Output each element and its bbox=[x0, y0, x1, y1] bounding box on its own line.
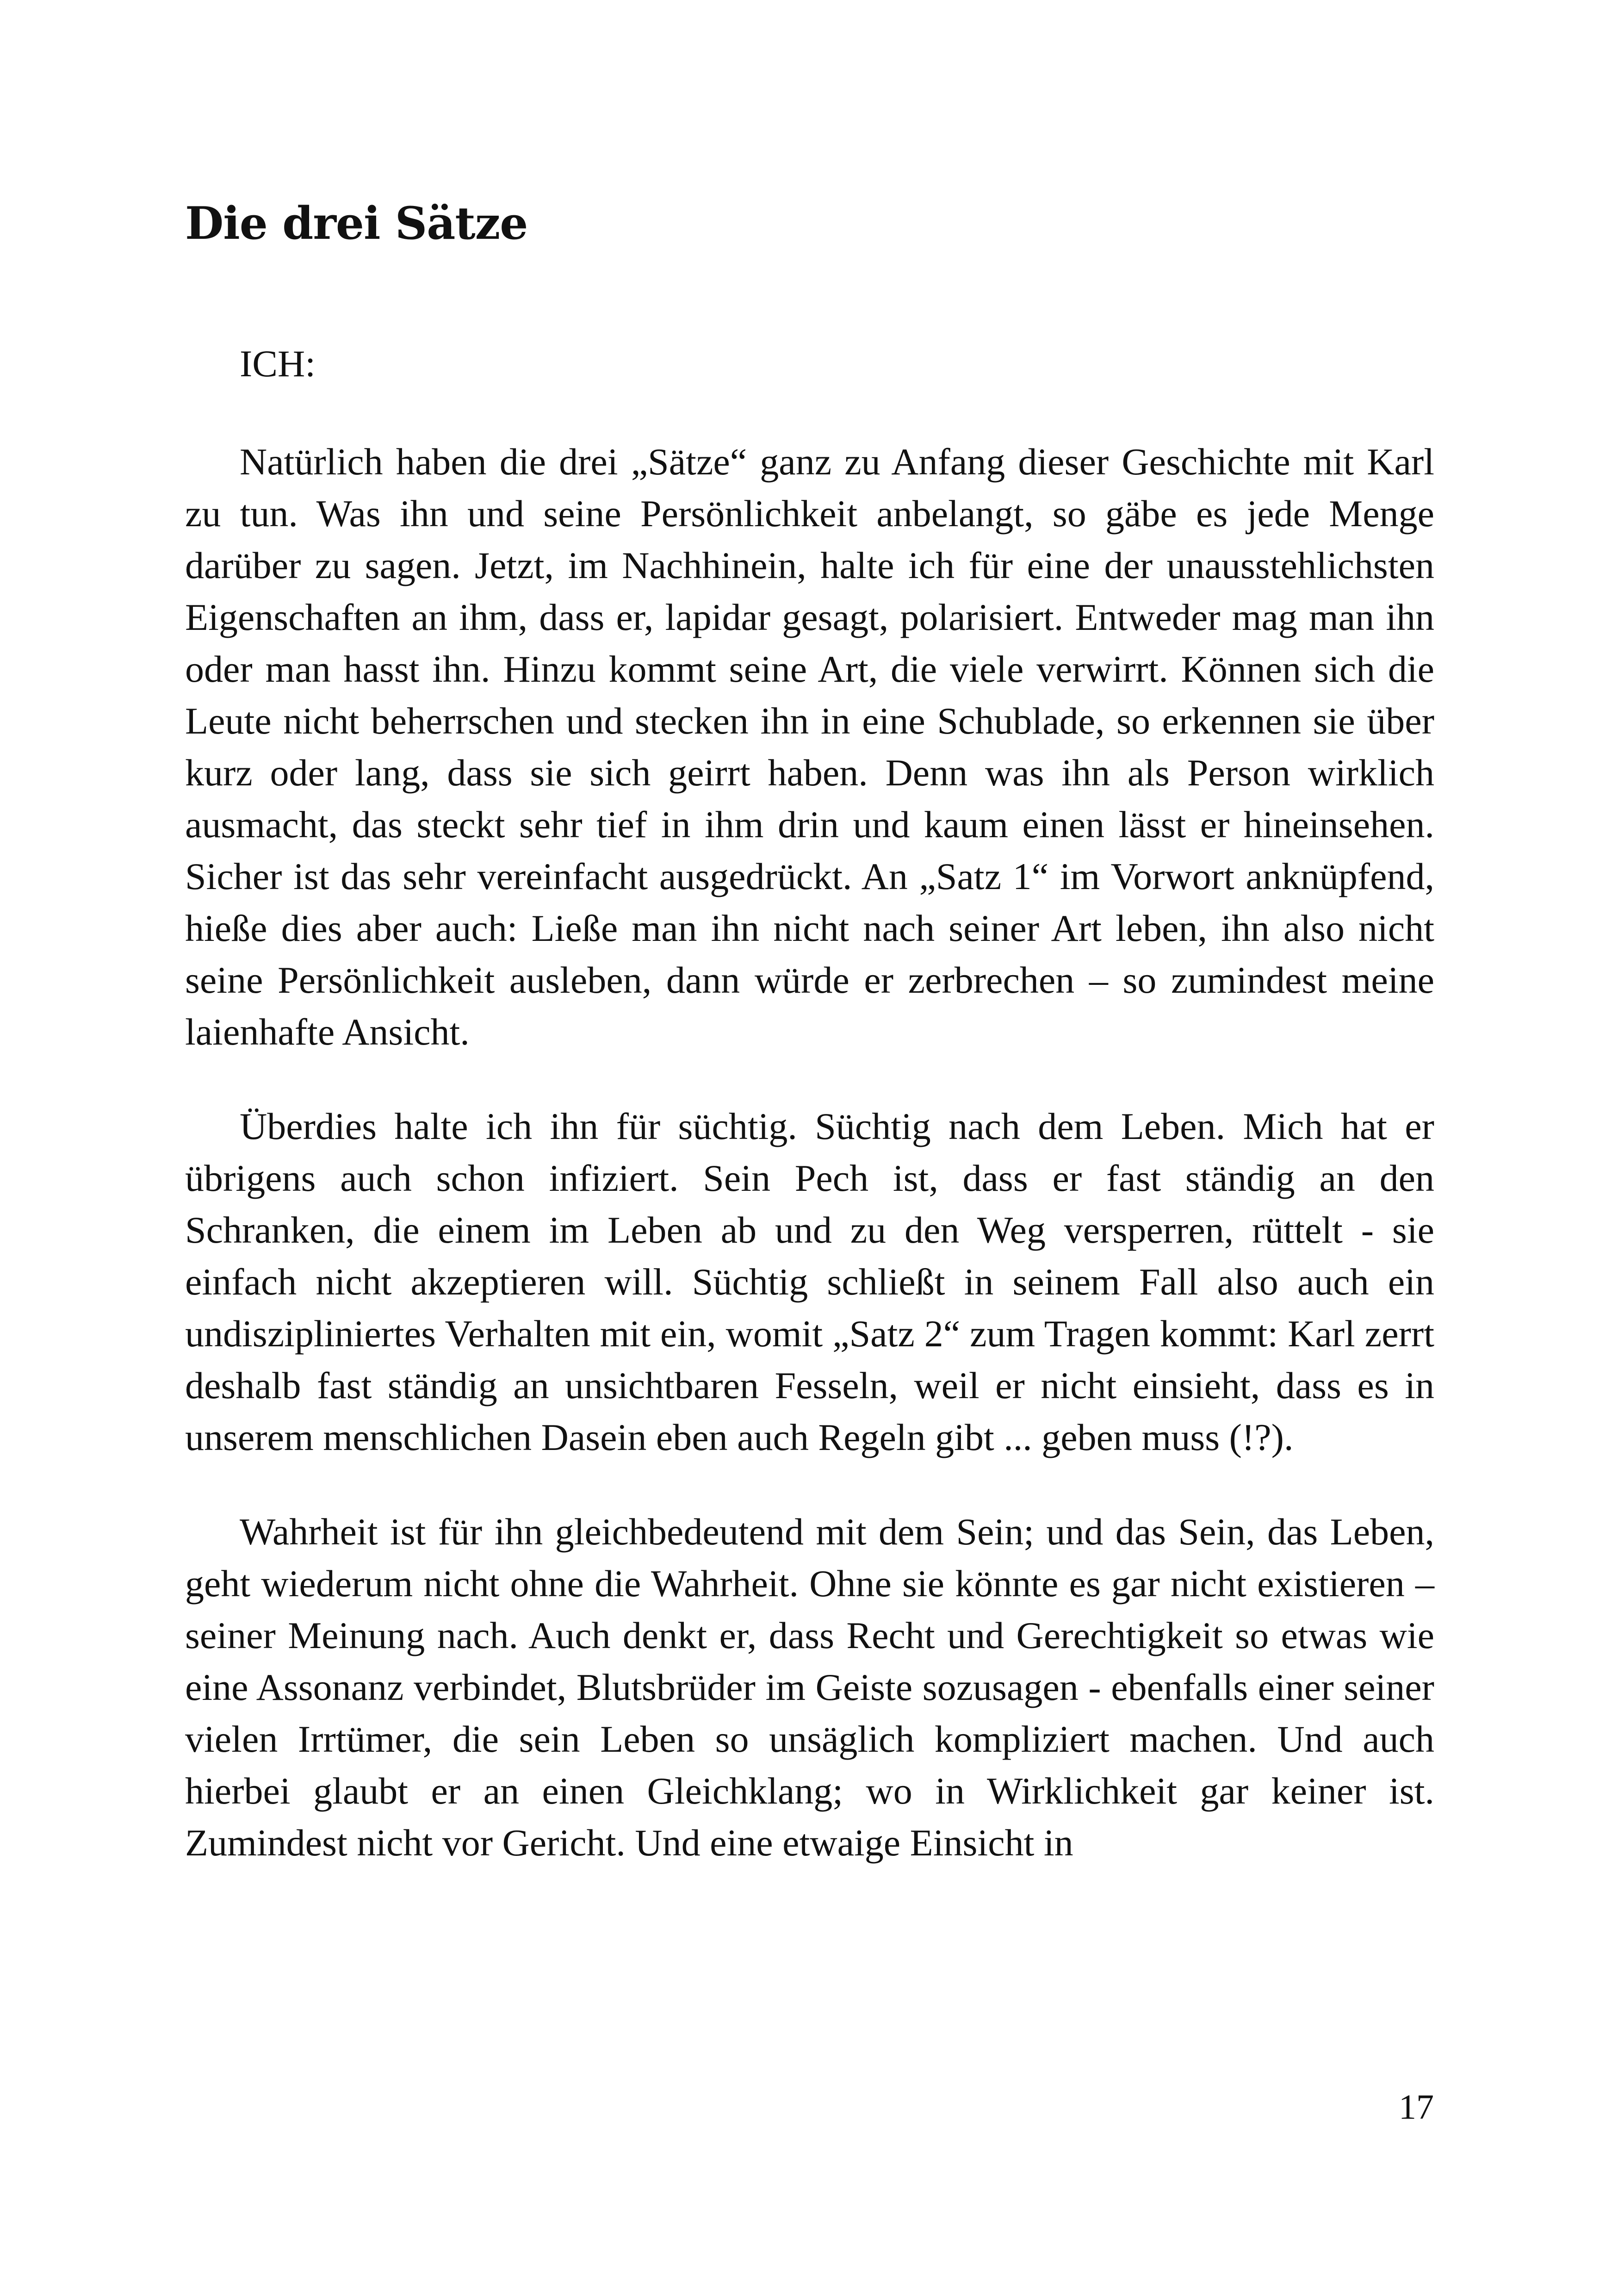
page-number: 17 bbox=[1399, 2088, 1434, 2127]
paragraph-1: Natürlich haben die drei „Sätze“ ganz zu Anfang dieser Geschichte mit Karl zu tun. Was ihn und seine Persönlichkeit anbelangt, so gäbe es jede Menge darüber zu sagen. Jetzt, im Nachhinein, halte ich für eine der unausstehlichsten Eigenschaften an ihm, dass er, lapidar gesagt, polarisiert. Entweder mag man ihn oder man hasst ihn. Hinzu kommt seine Art, die viele verwirrt. Können sich die Leute nicht beherrschen und stecken ihn in eine Schublade, so erkennen sie über kurz oder lang, dass sie sich geirrt haben. Denn was ihn als Person wirklich ausmacht, das steckt sehr tief in ihm drin und kaum einen lässt er hineinsehen. Sicher ist das sehr vereinfacht ausgedrückt. An „Satz 1“ im Vorwort anknüpfend, hieße dies aber auch: Ließe man ihn nicht nach seiner Art leben, ihn also nicht seine Persönlichkeit ausleben, dann würde er zerbrechen – so zumindest meine laienhafte Ansicht. bbox=[185, 441, 1434, 1053]
speaker-label: ICH: bbox=[240, 342, 316, 385]
body-text bbox=[185, 338, 1434, 1869]
page-title: Die drei Sätze bbox=[185, 197, 528, 249]
paragraph-3: Wahrheit ist für ihn gleichbedeutend mit dem Sein; und das Sein, das Leben, geht wiederum nicht ohne die Wahrheit. Ohne sie könnte es gar nicht existieren – seiner Meinung nach. Auch denkt er, dass Recht und Gerechtigkeit so etwas wie eine Assonanz verbindet, Blutsbrüder im Geiste sozusagen - ebenfalls einer seiner vielen Irrtümer, die sein Leben so unsäglich kompliziert machen. Und auch hierbei glaubt er an einen Gleichklang; wo in Wirklichkeit gar keiner ist. Zumindest nicht vor Gericht. Und eine etwaige Einsicht in bbox=[185, 1511, 1434, 1864]
paragraph-2: Überdies halte ich ihn für süchtig. Süchtig nach dem Leben. Mich hat er übrigens auch schon infiziert. Sein Pech ist, dass er fast ständig an den Schranken, die einem im Leben ab und zu den Weg versperren, rüttelt - sie einfach nicht akzeptieren will. Süchtig schließt in seinem Fall also auch ein undiszipliniertes Verhalten mit ein, womit „Satz 2“ zum Tragen kommt: Karl zerrt deshalb fast ständig an unsichtbaren Fesseln, weil er nicht einsieht, dass es in unserem menschlichen Dasein eben auch Regeln gibt ... geben muss (!?). bbox=[185, 1105, 1434, 1458]
